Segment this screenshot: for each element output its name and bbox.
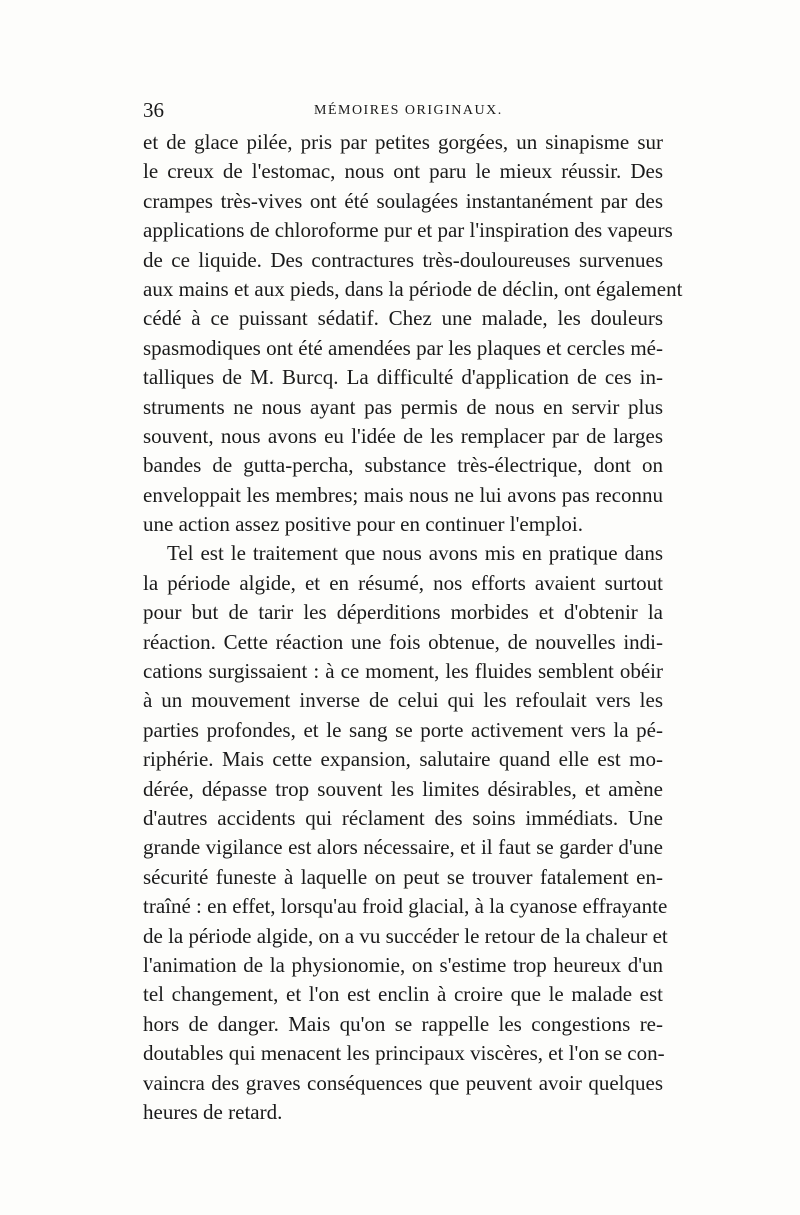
text-line: d'autres accidents qui réclament des soins immédiats. Une [143, 805, 663, 830]
paragraph-1 [143, 128, 683, 539]
text-line: hors de danger. Mais qu'on se rappelle les congestions re- [143, 1011, 663, 1036]
text-line: réaction. Cette réaction une fois obtenue, de nouvelles indi- [143, 629, 663, 654]
text-line: la période algide, et en résumé, nos efforts avaient surtout [143, 570, 663, 595]
text-line: talliques de M. Burcq. La difficulté d'application de ces in- [143, 365, 663, 390]
text-line: bandes de gutta-percha, substance très-électrique, dont on [143, 453, 663, 478]
text-line: pour but de tarir les déperditions morbides et d'obtenir la [143, 600, 663, 625]
text-line: Tel est le traitement que nous avons mis en pratique dans [167, 541, 663, 566]
text-line: struments ne nous ayant pas permis de nous en servir plus [143, 394, 663, 419]
text-line: crampes très-vives ont été soulagées instantanément par des [143, 188, 663, 213]
text-line: cédé à ce puissant sédatif. Chez une malade, les douleurs [143, 306, 663, 331]
text-line: sécurité funeste à laquelle on peut se trouver fatalement en- [143, 864, 663, 889]
running-title: MÉMOIRES ORIGINAUX. [314, 103, 503, 118]
paragraph-2 [143, 539, 668, 1127]
text-line: cations surgissaient : à ce moment, les fluides semblent obéir [143, 659, 663, 684]
text-line: enveloppait les membres; mais nous ne lui avons pas reconnu [143, 482, 663, 507]
text-line: le creux de l'estomac, nous ont paru le mieux réussir. Des [143, 159, 663, 184]
text-line: spasmodiques ont été amendées par les plaques et cercles mé- [143, 335, 663, 360]
text-line: de ce liquide. Des contractures très-douloureuses survenues [143, 247, 663, 272]
text-line: heures de retard. [143, 1099, 283, 1124]
text-line: vaincra des graves conséquences que peuvent avoir quelques [143, 1070, 663, 1095]
text-line: parties profondes, et le sang se porte activement vers la pé- [143, 717, 663, 742]
page-number: 36 [143, 98, 164, 122]
text-line: doutables qui menacent les principaux viscères, et l'on se con- [143, 1041, 665, 1066]
text-line: aux mains et aux pieds, dans la période de déclin, ont également [143, 276, 683, 301]
text-line: une action assez positive pour en continuer l'emploi. [143, 512, 583, 537]
text-line: souvent, nous avons eu l'idée de les remplacer par de larges [143, 423, 663, 448]
body-text [143, 128, 683, 1127]
text-line: à un mouvement inverse de celui qui les refoulait vers les [143, 688, 663, 713]
text-line: applications de chloroforme pur et par l'inspiration des vapeurs [143, 218, 673, 243]
text-line: riphérie. Mais cette expansion, salutaire quand elle est mo- [143, 747, 663, 772]
text-line: dérée, dépasse trop souvent les limites désirables, et amène [143, 776, 663, 801]
text-line: et de glace pilée, pris par petites gorgées, un sinapisme sur [143, 130, 663, 154]
text-line: traîné : en effet, lorsqu'au froid glacial, à la cyanose effrayante [143, 894, 668, 919]
text-line: l'animation de la physionomie, on s'estime trop heureux d'un [143, 952, 663, 977]
text-line: grande vigilance est alors nécessaire, et il faut se garder d'une [143, 835, 663, 860]
text-line: tel changement, et l'on est enclin à croire que le malade est [143, 982, 663, 1007]
running-head [143, 98, 663, 126]
text-line: de la période algide, on a vu succéder le retour de la chaleur et [143, 923, 668, 948]
